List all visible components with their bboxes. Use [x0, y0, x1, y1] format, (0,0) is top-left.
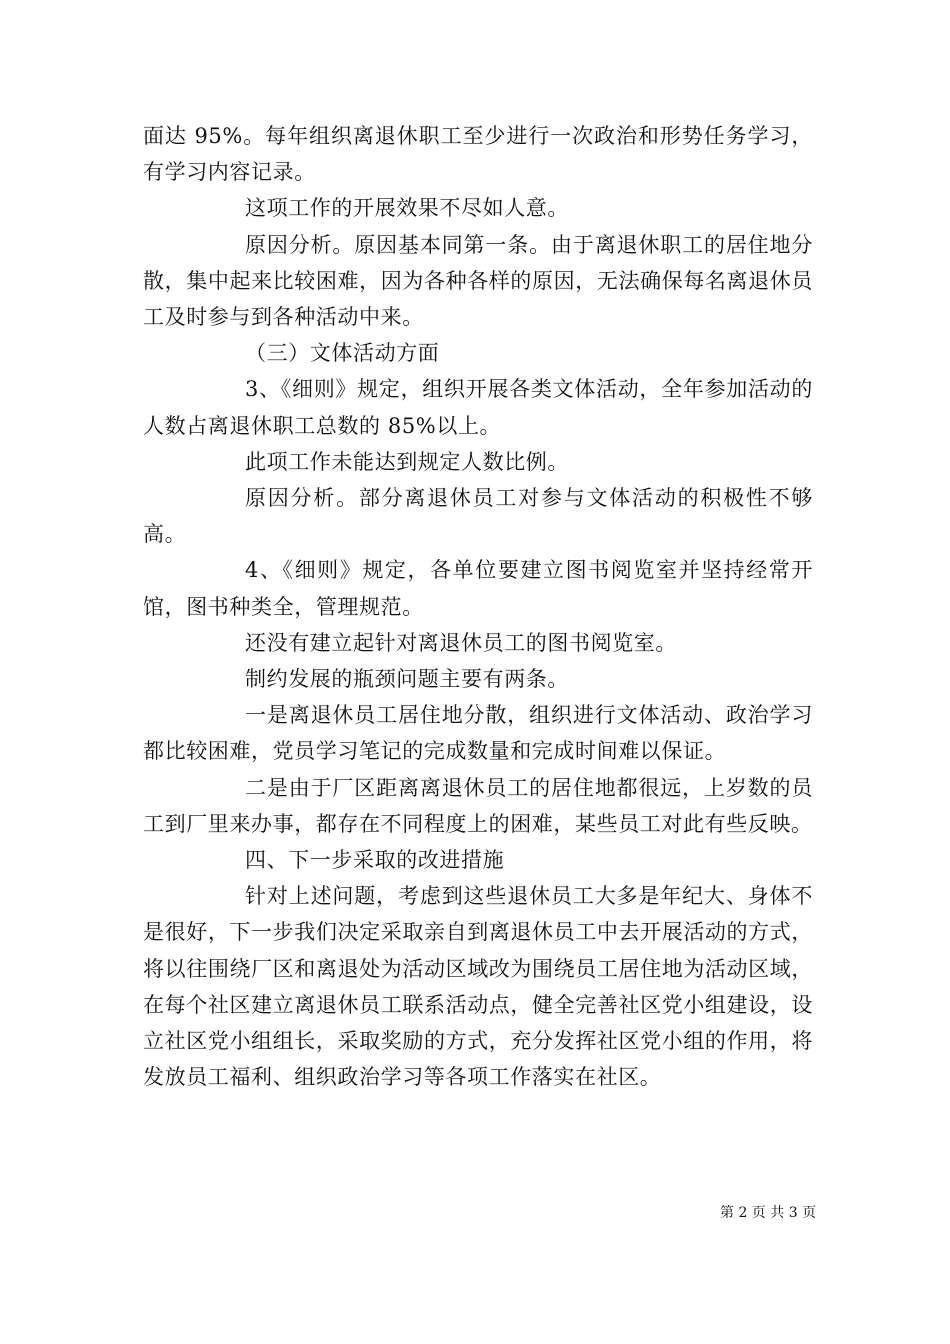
- page-number-footer: 第 2 页 共 3 页: [720, 1205, 817, 1221]
- section-heading: 四、下一步采取的改进措施: [245, 848, 505, 873]
- paragraph: 面达 95%。每年组织离退休职工至少进行一次政治和形势任务学习，有学习内容记录。: [143, 124, 813, 185]
- paragraph: 一是离退休员工居住地分散，组织进行文体活动、政治学习都比较困难，党员学习笔记的完成数量和完成时间难以保证。: [143, 703, 813, 764]
- paragraph: 原因分析。部分离退休员工对参与文体活动的积极性不够高。: [143, 486, 813, 547]
- paragraph: 原因分析。原因基本同第一条。由于离退休职工的居住地分散，集中起来比较困难，因为各种各样的原因，无法确保每名离退休员工及时参与到各种活动中来。: [143, 232, 813, 330]
- paragraph: 3、《细则》规定，组织开展各类文体活动，全年参加活动的人数占离退休职工总数的 85%以上。: [143, 377, 813, 438]
- paragraph: 还没有建立起针对离退休员工的图书阅览室。: [245, 630, 677, 655]
- section-heading: （三）文体活动方面: [245, 341, 440, 366]
- paragraph: 4、《细则》规定，各单位要建立图书阅览室并坚持经常开馆，图书种类全，管理规范。: [143, 558, 813, 619]
- paragraph: 此项工作未能达到规定人数比例。: [245, 449, 569, 474]
- paragraph: 二是由于厂区距离离退休员工的居住地都很远，上岁数的员工到厂里来办事，都存在不同程度上的困难，某些员工对此有些反映。: [143, 775, 813, 836]
- paragraph: 这项工作的开展效果不尽如人意。: [245, 196, 569, 221]
- paragraph: 针对上述问题，考虑到这些退休员工大多是年纪大、身体不是很好，下一步我们决定采取亲自到离退休员工中去开展活动的方式，将以往围绕厂区和离退处为活动区域改为围绕员工居住地为活动区域，在每个社区建立离退休员工联系活动点，健全完善社区党小组建设，设立社区党小组组长，采取奖励的方式，充分发挥社区党小组的作用，将发放员工福利、组织政治学习等各项工作落实在社区。: [143, 884, 813, 1090]
- paragraph: 制约发展的瓶颈问题主要有两条。: [245, 667, 569, 692]
- document-body: [143, 118, 813, 1095]
